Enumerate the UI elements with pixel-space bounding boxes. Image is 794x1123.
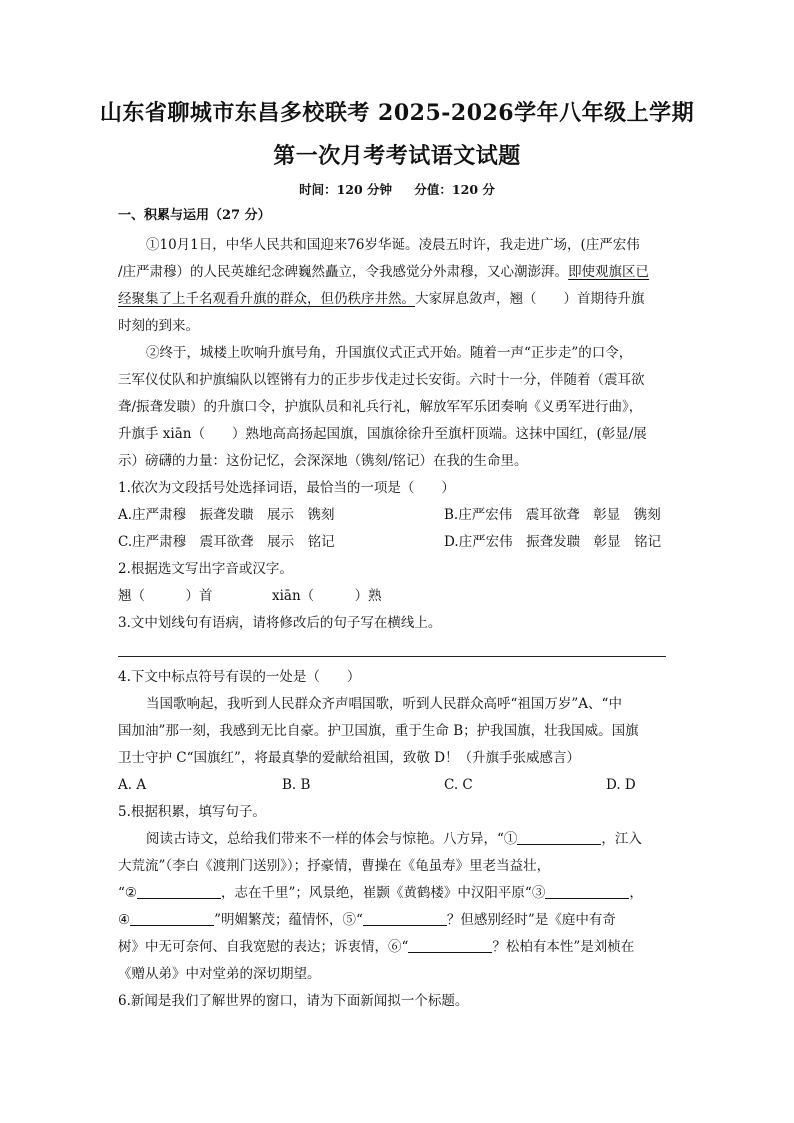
section-heading: 一、积累与运用（27 分） bbox=[118, 208, 271, 223]
q5-line: 大荒流”（李白《渡荆门送别》）；抒豪情，曹操在《龟虽寿》里老当益壮， bbox=[118, 858, 551, 874]
question-6-stem: 6.新闻是我们了解世界的窗口，请为下面新闻拟一个标题。 bbox=[118, 993, 469, 1009]
q4-option-b: B. B bbox=[282, 777, 311, 793]
passage-line: 三军仪仗队和护旗编队以铿锵有力的正步步伐走过长安街。六时十一分，伴随着（震耳欲 bbox=[118, 372, 645, 388]
question-3-stem: 3.文中划线句有语病，请将修改后的句子写在横线上。 bbox=[118, 615, 442, 631]
fill-blank-4[interactable] bbox=[130, 911, 214, 926]
passage-line: 聋/振聋发聩）的升旗口令，护旗队员和礼兵行礼，解放军军乐团奏响《义勇军进行曲》， bbox=[118, 399, 643, 415]
q5-line: 《赠从弟》中对堂弟的深切期望。 bbox=[118, 966, 321, 982]
q5-text: 阅读古诗文，总给我们带来不一样的体会与惊艳。八方异，“① bbox=[146, 831, 518, 847]
passage-text: /庄严肃穆）的人民英雄纪念碑巍然矗立，令我感觉分外肃穆，又心潮澎湃。 bbox=[118, 264, 569, 280]
exam-time: 时间：120 分钟 bbox=[299, 182, 393, 197]
question-1-stem: 1.依次为文段括号处选择词语，最恰当的一项是（ ） bbox=[118, 480, 455, 496]
fill-blank-2[interactable] bbox=[137, 884, 221, 899]
q5-line bbox=[118, 880, 678, 906]
answer-line bbox=[118, 656, 666, 657]
q2-item-2: xiān（ ）熟 bbox=[272, 588, 382, 604]
q5-text: ④ bbox=[118, 912, 131, 928]
q4-option-d: D. D bbox=[606, 777, 636, 793]
passage-line bbox=[118, 259, 678, 285]
q4-option-c: C. C bbox=[444, 777, 473, 793]
q2-item-1: 翘（ ）首 bbox=[118, 588, 213, 604]
q4-passage-line: 国加油”那一刻，我感到无比自豪。护卫国旗，重于生命 B；护我国旗，壮我国威。国旗 bbox=[118, 723, 639, 739]
question-2-stem: 2.根据选文写出字音或汉字。 bbox=[118, 561, 293, 577]
q4-passage-line: 卫士守护 C“国旗红”，将最真挚的爱献给祖国，致敬 D！（升旗手张威感言） bbox=[118, 750, 581, 766]
q1-option-b: B.庄严宏伟 震耳欲聋 彰显 镌刻 bbox=[444, 507, 661, 523]
q5-text: ，江入 bbox=[601, 831, 642, 847]
q4-passage-line: 当国歌响起，我听到人民群众齐声唱国歌，听到人民群众高呼“祖国万岁”A、“中 bbox=[146, 696, 622, 712]
underlined-sentence: 经聚集了上千名观看升旗的群众，但仍秩序井然。 bbox=[118, 291, 415, 307]
fill-blank-1[interactable] bbox=[517, 830, 601, 845]
exam-title-line2: 第一次月考考试语文试题 bbox=[273, 143, 521, 169]
q1-option-d: D.庄严宏伟 振聋发聩 彰显 铭记 bbox=[444, 534, 662, 550]
q5-text: ”明媚繁茂；蕴情怀，⑤“ bbox=[214, 912, 363, 928]
underlined-sentence: 即使观旗区已 bbox=[568, 264, 650, 280]
q5-text: ？松柏有本性”是刘桢在 bbox=[492, 939, 635, 955]
q5-line bbox=[118, 907, 678, 933]
q5-line bbox=[118, 934, 678, 960]
passage-line: 升旗手 xiān（ ）熟地高高扬起国旗，国旗徐徐升至旗杆顶端。这抹中国红，(彰显/展 bbox=[118, 426, 647, 442]
q5-line bbox=[146, 826, 706, 852]
exam-meta bbox=[0, 180, 794, 198]
q1-option-a: A.庄严肃穆 振聋发聩 展示 镌刻 bbox=[118, 507, 335, 523]
q5-text: ， bbox=[629, 885, 643, 901]
passage-line: ①10月1日，中华人民共和国迎来76岁华诞。凌晨五时许，我走进广场，(庄严宏伟 bbox=[146, 237, 640, 253]
q1-option-c: C.庄严肃穆 震耳欲聋 展示 铭记 bbox=[118, 534, 335, 550]
passage-line: ②终于，城楼上吹响升旗号角，升国旗仪式正式开始。随着一声“正步走”的口令， bbox=[146, 345, 633, 361]
exam-title-line1: 山东省聊城市东昌多校联考 2025-2026学年八年级上学期 bbox=[99, 100, 695, 126]
q5-text: ，志在千里”；风景绝，崔颢《黄鹤楼》中汉阳平原“③ bbox=[221, 885, 546, 901]
exam-score: 分值：120 分 bbox=[414, 182, 495, 197]
q5-text: ？但感别经时”是《庭中有奇 bbox=[446, 912, 616, 928]
q5-text: “② bbox=[118, 885, 138, 901]
q5-text: 树》中无可奈何、自我宽慰的表达；诉衷情，⑥“ bbox=[118, 939, 409, 955]
passage-text: 大家屏息敛声，翘（ ）首期待升旗 bbox=[415, 291, 645, 307]
fill-blank-6[interactable] bbox=[408, 938, 492, 953]
question-5-stem: 5.根据积累，填写句子。 bbox=[118, 804, 266, 820]
passage-line bbox=[118, 286, 678, 312]
q4-option-a: A. A bbox=[118, 777, 147, 793]
fill-blank-5[interactable] bbox=[363, 911, 447, 926]
passage-line: 示）磅礴的力量：这份记忆，会深深地（镌刻/铭记）在我的生命里。 bbox=[118, 453, 528, 469]
question-4-stem: 4.下文中标点符号有误的一处是（ ） bbox=[118, 669, 361, 685]
passage-line: 时刻的到来。 bbox=[118, 318, 199, 334]
fill-blank-3[interactable] bbox=[545, 884, 629, 899]
